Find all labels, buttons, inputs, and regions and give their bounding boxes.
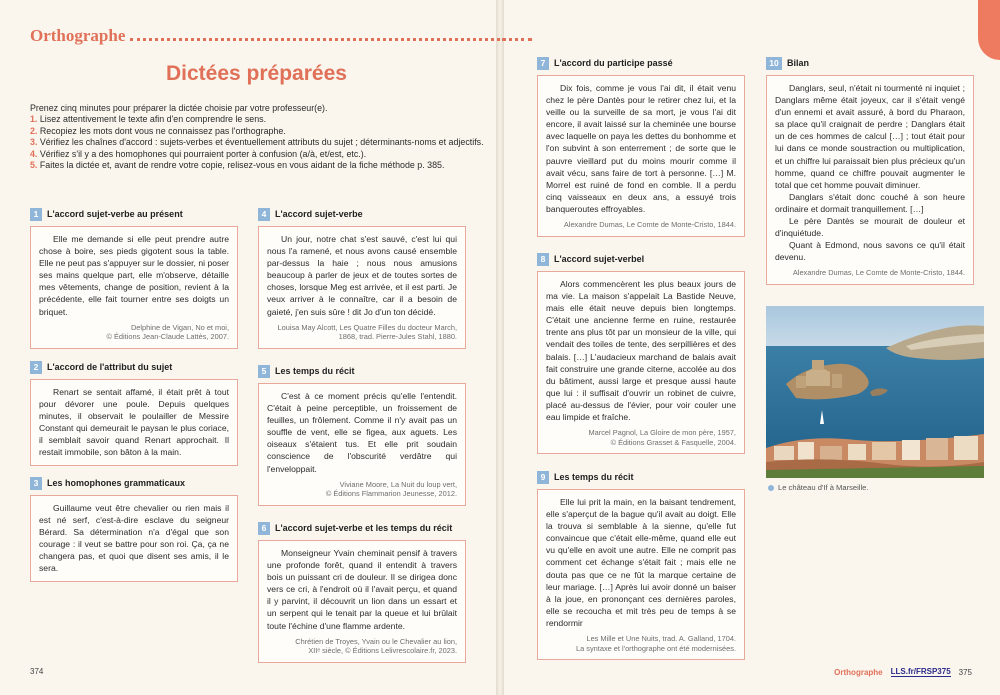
exercise-source: Chrétien de Troyes, Yvain ou le Chevalier au lion, XIIᵉ siècle, © Éditions Lelivrescolaire.fr, 2023. — [295, 636, 457, 656]
exercise-box — [766, 75, 974, 285]
exercise-number: 5 — [258, 365, 270, 378]
exercise-number: 10 — [766, 57, 782, 70]
exercise-source: Marcel Pagnol, La Gloire de mon père, 1957, © Éditions Grasset & Fasquelle, 2004. — [588, 428, 736, 447]
exercise-number: 1 — [30, 208, 42, 221]
exercise-7 — [537, 56, 745, 237]
step-4: 4. Vérifiez s'il y a des homophones qui pourraient porter à confusion (a/à, et/est, etc.). — [30, 148, 367, 159]
exercise-source: Alexandre Dumas, Le Comte de Monte-Cristo, 1844. — [563, 220, 736, 230]
chateau-if-photo — [766, 306, 984, 478]
exercise-text: Danglars s'était donc couché à son heure ordinaire et dormait tranquillement. […] — [775, 191, 965, 214]
exercise-source: Louisa May Alcott, Les Quatre Filles du docteur March, 1868, trad. Pierre-Jules Stahl, 1880. — [277, 322, 457, 342]
exercise-title: Les homophones grammaticaux — [47, 478, 186, 488]
exercise-title: L'accord sujet-verbe au présent — [47, 209, 183, 219]
caption-bullet-icon — [768, 485, 774, 491]
exercise-number: 7 — [537, 57, 549, 70]
exercise-number: 6 — [258, 522, 270, 535]
photo-caption: Le château d'If à Marseille. — [768, 483, 869, 492]
exercise-text: Elle lui prit la main, en la baisant tendrement, elle s'aperçut de la bague qu'il avait au doigt. Elle la trouva si semblable à la sienne, qu'elle fut convaincue que c'était elle-même, quand elle eut vu qu'elle en avoit une autre. Elle ne comprit pas comment cet échange s'était fait ; mais elle ne douta pas que ce ne fût la marque certaine de leur mariage. […] Après lui avoir donné un baiser à la joue, en prononçant ces dernières paroles, elle se recoucha et mit très peu de temps à se rendormir — [546, 497, 736, 628]
exercise-6 — [258, 521, 466, 663]
step-1: 1. Lisez attentivement le texte afin d'en comprendre le sens. — [30, 114, 267, 125]
exercise-text: Elle me demande si elle peut prendre autre chose à boire, ses pieds gigotent sous la table. Elle ne peut pas s'appuyer sur le dossier, ni poser ses mains quelque part, elle m'observe, détaille mes vêtements, change de position, revient à la précédente, elle fait tourner entre ses doigts un briquet. — [39, 234, 229, 317]
footer-section: Orthographe — [834, 667, 883, 677]
exercise-box — [537, 271, 745, 454]
exercise-text: Dix fois, comme je vous l'ai dit, il était venu chez le père Dantès pour le retirer chez lui, et la veille ou la surveille de sa mort, je vous l'ai dit encore, il avait laissé sur la cheminée une bourse avec laquelle on paya les dettes du bonhomme et l'on subvint à son enterrement ; de sorte que le pauvre vieillard put du moins mourir comme il avait vécu, sans faire de tort à personne. […] M. Morrel est ruiné de fond en comble. Il a perdu cinq vaisseaux en deux ans, a essuyé trois banqueroutes effroyables. — [546, 83, 736, 214]
book-spine — [496, 0, 504, 695]
exercise-box — [537, 489, 745, 660]
exercise-title: L'accord sujet-verbe — [275, 209, 363, 219]
exercise-text: Danglars, seul, n'était ni tourmenté ni inquiet ; Danglars même était joyeux, car il s'était vengé d'un ennemi et avait assuré, à bord du Pharaon, sa place qu'il craignait de perdre ; Danglars était un de ces hommes de calcul […] ; tout était pour lui dans ce monde soustraction ou multiplication, et un chiffre lui paraissait bien plus précieux qu'un homme, quand ce chiffre pouvait augmenter le total que cet homme pouvait diminuer. — [775, 83, 965, 190]
exercise-title: L'accord du participe passé — [554, 58, 673, 68]
footer-right — [834, 667, 972, 677]
exercise-box — [537, 75, 745, 237]
exercise-title: Bilan — [787, 58, 810, 68]
exercise-text: Renart se sentait affamé, il était prêt à tout pour dévorer une poule. Depuis quelques minutes, il observait le poulailler de Messire Constant qui demeurait le paysan le plus coriace, il semblait savoir quand Renart approchait. Il restait immobile, son bâton à la main. — [39, 387, 229, 458]
page-number-left: 374 — [30, 667, 44, 676]
exercise-box — [30, 379, 238, 466]
exercise-8 — [537, 252, 745, 454]
instructions-steps — [30, 114, 485, 171]
exercise-title: L'accord sujet-verbel — [554, 254, 645, 264]
exercise-source: Les Mille et Une Nuits, trad. A. Galland, 1704. La syntaxe et l'orthographe ont été modernisées. — [576, 634, 736, 653]
exercise-source: Delphine de Vigan, No et moi, © Éditions Jean-Claude Lattès, 2007. — [106, 322, 229, 342]
exercise-1 — [30, 207, 238, 349]
exercise-number: 2 — [30, 361, 42, 374]
photo-illustration — [766, 306, 984, 478]
exercise-box — [258, 540, 466, 663]
exercise-title: L'accord sujet-verbe et les temps du récit — [275, 523, 453, 533]
section-header — [30, 22, 500, 48]
page-number-right: 375 — [958, 667, 972, 677]
exercise-text: Alors commencèrent les plus beaux jours de ma vie. La maison s'appelait La Bastide Neuve, mais elle était neuve depuis bien longtemps. C'était une ancienne ferme en ruine, restaurée trente ans plus tôt par un monsieur de la ville, qui vendait des toiles de tente, des serpillières et des balais. […] L'audacieux marchand de balais avait fait construire une grande citerne, accolée au dos du bâtiment, aussi large et presque aussi haute que lui : il suffisait d'ouvrir un robinet de cuivre, placé au-dessus de l'évier, pour voir couler une eau limpide et fraîche. — [546, 279, 736, 423]
section-title: Orthographe — [30, 26, 126, 45]
instructions — [30, 103, 485, 171]
exercise-source: Alexandre Dumas, Le Comte de Monte-Cristo, 1844. — [792, 268, 965, 278]
exercise-number: 9 — [537, 471, 549, 484]
exercise-9 — [537, 470, 745, 660]
exercise-number: 3 — [30, 477, 42, 490]
footer-link[interactable]: LLS.fr/FRSP375 — [890, 667, 951, 676]
step-2: 2. Recopiez les mots dont vous ne connaissez pas l'orthographe. — [30, 125, 286, 136]
exercise-text: C'est à ce moment précis qu'elle l'entendit. C'était à peine perceptible, un froissement de feuilles, un frôlement. Comme il n'y avait pas un souffle de vent, elle se figea, aux aguets. Les oiseaux s'étaient tus. Et elle prit soudain conscience de l'obscurité verdâtre qui l'enveloppait. — [267, 391, 457, 474]
header-dotted-rule — [130, 38, 500, 41]
exercise-10 — [766, 56, 974, 285]
exercise-box — [30, 226, 238, 349]
exercise-box — [30, 495, 238, 582]
exercise-2 — [30, 360, 238, 466]
exercise-text: Le père Dantès se mourait de douleur et d'inquiétude. — [775, 216, 965, 239]
corner-decoration — [978, 0, 1000, 60]
exercise-5 — [258, 364, 466, 506]
exercise-box — [258, 226, 466, 349]
header-dotted-rule-right — [502, 38, 532, 41]
step-3: 3. Vérifiez les chaînes d'accord : sujets-verbes et éventuellement attributs du sujet ; déterminants-noms et adjectifs. — [30, 137, 484, 148]
page-title: Dictées préparées — [166, 62, 347, 85]
exercise-text: Un jour, notre chat s'est sauvé, c'est lui qui nous l'a ramené, et nous avons causé ensemble par-dessus la haie ; nous nous amusions beaucoup à parler de jeux et de toutes sortes de choses, lorsque Meg est arrivée, et il est parti. Je veux arriver à le connaître, car il a besoin de gaieté, j'en suis sûre ! dit Jo d'un ton décidé. — [267, 234, 457, 317]
instructions-lead: Prenez cinq minutes pour préparer la dictée choisie par votre professeur(e). — [30, 103, 328, 113]
step-5: 5. Faites la dictée et, avant de rendre votre copie, relisez-vous en vous aidant de la fiche méthode p. 385. — [30, 160, 445, 171]
exercise-box — [258, 383, 466, 506]
exercise-text: Monseigneur Yvain cheminait pensif à travers une profonde forêt, quand il entendit à travers bois un puissant cri de douleur. Il se dirigea donc vers ce cri, à l'endroit où il l'avait perçu, et quand il y parvint, il découvrit un lion dans un essart et un serpent qui le tenait par la queue et lui brûlait toute l'échine d'une flamme ardente. — [267, 548, 457, 631]
exercise-text: Guillaume veut être chevalier ou rien mais il est né serf, c'est-à-dire esclave du seigneur Bérard. Sa détermination n'a d'égal que son courage : il veut se battre pour son roi. Ça, ça ne changera pas, et quoi que disent ses amis, il le sera. — [39, 503, 229, 574]
exercise-number: 4 — [258, 208, 270, 221]
exercise-title: L'accord de l'attribut du sujet — [47, 362, 173, 372]
exercise-number: 8 — [537, 253, 549, 266]
exercise-text: Quant à Edmond, nous savons ce qu'il était devenu. — [775, 240, 965, 263]
exercise-3 — [30, 476, 238, 582]
exercise-title: Les temps du récit — [554, 472, 634, 482]
exercise-4 — [258, 207, 466, 349]
exercise-source: Viviane Moore, La Nuit du loup vert, © Éditions Flammarion Jeunesse, 2012. — [325, 479, 457, 499]
exercise-title: Les temps du récit — [275, 366, 355, 376]
